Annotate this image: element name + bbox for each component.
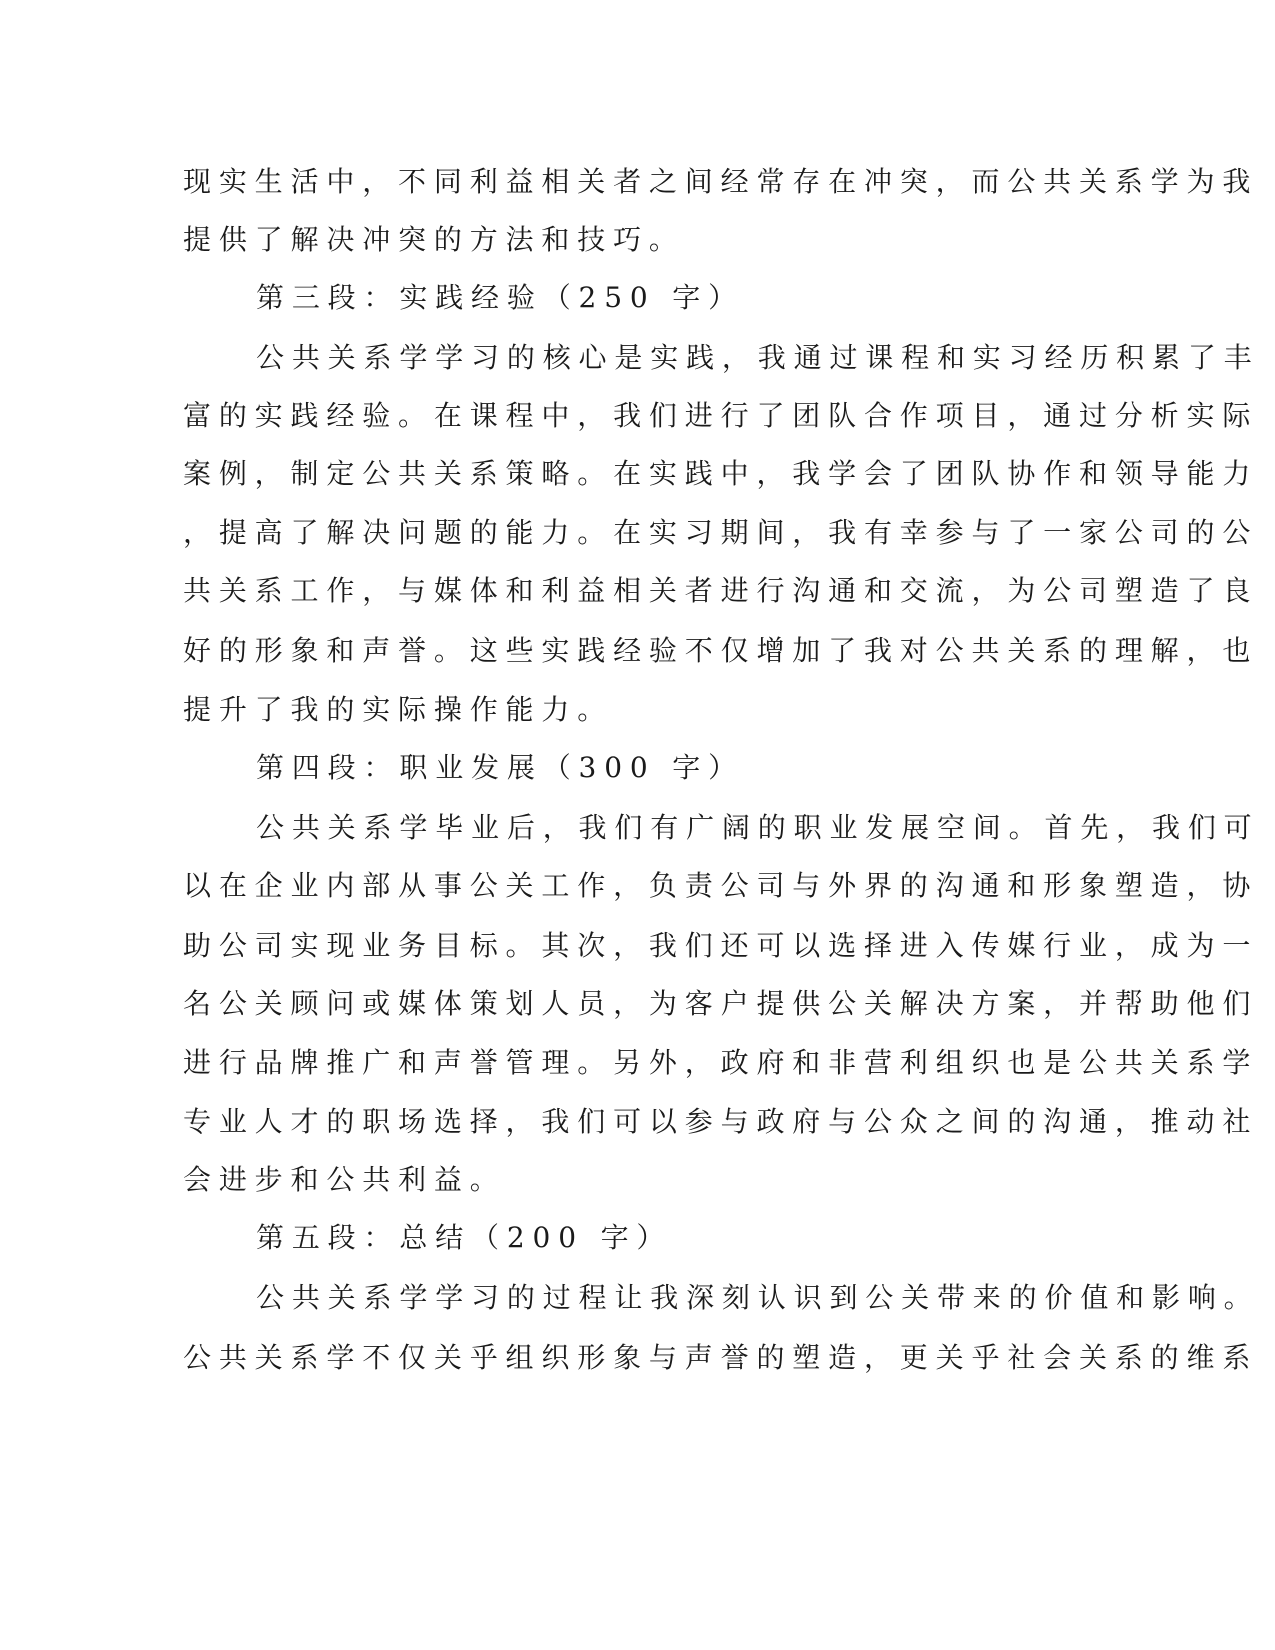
paragraph-first-line: 公共关系学学习的过程让我深刻认识到公关带来的价值和影响。 <box>256 1281 1260 1314</box>
text-line: ，提高了解决问题的能力。在实习期间，我有幸参与了一家公司的公 <box>183 516 1259 549</box>
paragraph-first-line: 公共关系学学习的核心是实践，我通过课程和实习经历积累了丰 <box>256 341 1260 374</box>
section-heading: 第五段：总结（200 字） <box>256 1221 673 1254</box>
text-line: 共关系工作，与媒体和利益相关者进行沟通和交流，为公司塑造了良 <box>183 574 1259 607</box>
section-heading: 第四段：职业发展（300 字） <box>256 751 744 784</box>
text-line: 会进步和公共利益。 <box>183 1163 506 1196</box>
text-line: 现实生活中，不同利益相关者之间经常存在冲突，而公共关系学为我 <box>183 165 1259 198</box>
text-line: 专业人才的职场选择，我们可以参与政府与公众之间的沟通，推动社 <box>183 1105 1259 1138</box>
paragraph-first-line: 公共关系学毕业后，我们有广阔的职业发展空间。首先，我们可 <box>256 811 1260 844</box>
text-line: 名公关顾问或媒体策划人员，为客户提供公关解决方案，并帮助他们 <box>183 987 1259 1020</box>
text-line: 进行品牌推广和声誉管理。另外，政府和非营利组织也是公共关系学 <box>183 1046 1259 1079</box>
text-line: 公共关系学不仅关乎组织形象与声誉的塑造，更关乎社会关系的维系 <box>183 1341 1259 1374</box>
text-line: 提升了我的实际操作能力。 <box>183 693 614 726</box>
section-heading: 第三段：实践经验（250 字） <box>256 281 744 314</box>
text-line: 富的实践经验。在课程中，我们进行了团队合作项目，通过分析实际 <box>183 399 1259 432</box>
text-line: 提供了解决冲突的方法和技巧。 <box>183 223 685 256</box>
text-line: 助公司实现业务目标。其次，我们还可以选择进入传媒行业，成为一 <box>183 929 1259 962</box>
text-line: 好的形象和声誉。这些实践经验不仅增加了我对公共关系的理解，也 <box>183 634 1259 667</box>
text-line: 案例，制定公共关系策略。在实践中，我学会了团队协作和领导能力 <box>183 457 1259 490</box>
text-line: 以在企业内部从事公关工作，负责公司与外界的沟通和形象塑造，协 <box>183 869 1259 902</box>
